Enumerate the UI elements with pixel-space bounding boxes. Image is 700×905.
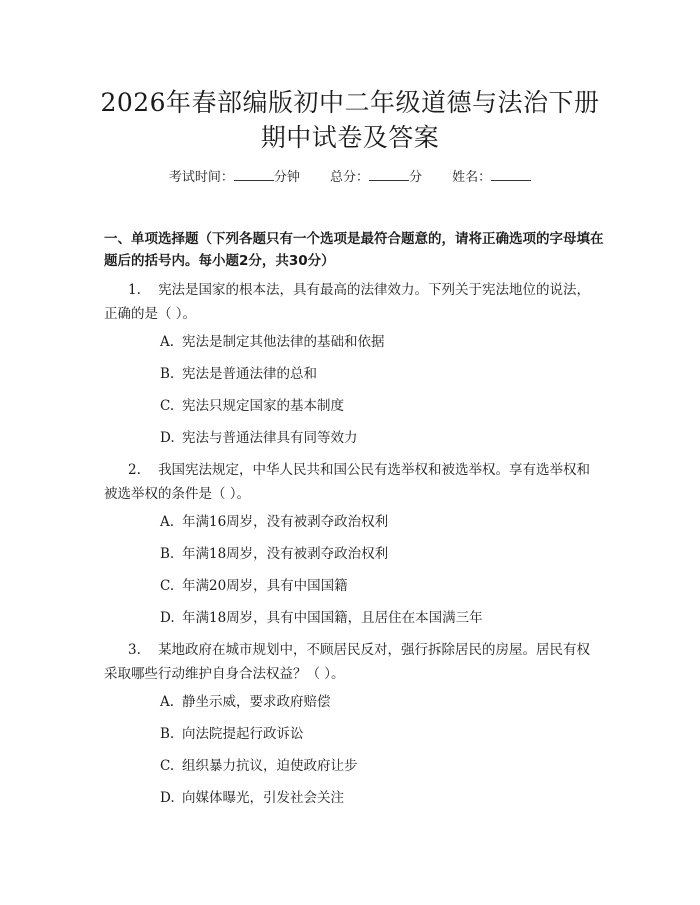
option-text: 向法院提起行政诉讼 [182,726,304,742]
option-letter: D. [160,430,175,446]
question-3-stem: 某地政府在城市规划中，不顾居民反对，强行拆除居民的房屋。居民有权采取哪些行动维护自身合法权益？（ ）。 [104,642,591,682]
question-2-option-b [160,544,620,564]
question-1-option-c [160,396,620,416]
exam-time-blank [234,168,274,181]
option-text: 年满20周岁，具有中国国籍 [182,578,348,594]
total-score-blank [369,168,409,181]
question-3-option-c [160,756,620,776]
option-letter: A. [160,694,175,710]
question-1-option-b [160,364,620,384]
question-2-number: 2. [128,462,141,478]
option-text: 静坐示威，要求政府赔偿 [182,694,331,710]
total-score-field [330,168,422,188]
option-letter: D. [160,610,175,626]
student-name-label: 姓名： [452,170,492,185]
question-3 [104,638,602,686]
option-letter: A. [160,334,175,350]
option-letter: A. [160,514,175,530]
option-letter: C. [160,578,175,594]
question-2 [104,458,602,506]
student-name-blank [491,168,531,181]
option-letter: C. [160,398,175,414]
question-1-stem: 宪法是国家的根本法，具有最高的法律效力。下列关于宪法地位的说法，正确的是（ ）。 [104,282,591,322]
option-letter: C. [160,758,175,774]
option-letter: D. [160,790,175,806]
exam-meta-line [0,168,700,188]
question-2-text [104,458,602,506]
total-score-unit: 分 [409,170,423,185]
document-title-line1: 2026年春部编版初中二年级道德与法治下册 [100,88,600,117]
question-3-option-a [160,692,620,712]
question-2-stem: 我国宪法规定，中华人民共和国公民有选举权和被选举权。享有选举权和被选举权的条件是（ ）。 [104,462,591,502]
document-title-line2: 期中试卷及答案 [260,123,440,152]
option-text: 组织暴力抗议，迫使政府让步 [182,758,358,774]
option-letter: B. [160,366,175,382]
option-text: 年满18周岁，没有被剥夺政治权利 [182,546,389,562]
question-3-option-b [160,724,620,744]
exam-time-label: 考试时间： [168,170,234,185]
question-1 [104,278,602,326]
question-3-text [104,638,602,686]
option-text: 年满18周岁，具有中国国籍，且居住在本国满三年 [182,610,483,626]
question-1-option-d [160,428,620,448]
question-2-option-d [160,608,620,628]
student-name-field [452,168,531,188]
question-1-option-a [160,332,620,352]
option-letter: B. [160,726,175,742]
option-text: 宪法只规定国家的基本制度 [182,398,344,414]
exam-time-unit: 分钟 [273,170,300,185]
option-text: 宪法是普通法律的总和 [182,366,317,382]
question-1-number: 1. [128,282,141,298]
total-score-label: 总分： [329,170,369,185]
option-text: 宪法与普通法律具有同等效力 [182,430,358,446]
question-1-text [104,278,602,326]
option-text: 向媒体曝光，引发社会关注 [182,790,344,806]
option-text: 宪法是制定其他法律的基础和依据 [182,334,385,350]
question-3-option-d [160,788,620,808]
question-2-option-a [160,512,620,532]
option-letter: B. [160,546,175,562]
question-3-number: 3. [128,642,141,658]
option-text: 年满16周岁，没有被剥夺政治权利 [182,514,389,530]
section-heading: 一、单项选择题（下列各题只有一个选项是最符合题意的，请将正确选项的字母填在题后的括号内。每小题2分，共30分） [104,231,604,269]
exam-time-field [169,168,300,188]
question-2-option-c [160,576,620,596]
